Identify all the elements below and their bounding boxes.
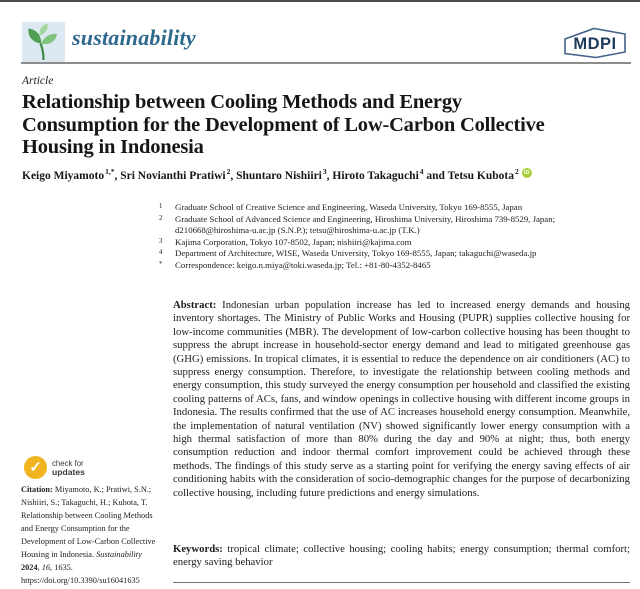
affiliation-text: Graduate School of Advanced Science and Engineering, Hiroshima University, Hiroshima 739-8529, Japan; d210668@hiroshima-u.ac.jp (S.N.P.); tetsu@hiroshima-u.ac.jp (T.K.) <box>175 213 556 236</box>
affiliation-marker: 2 <box>159 214 163 222</box>
citation-segment: Sustainability <box>96 550 142 559</box>
citation-segment: Miyamoto, K.; Pratiwi, S.N.; Nishiiri, S.; Takaguchi, H.; Kubota, T. Relationship between Cooling Methods and Energy Consumption for the Development of Low-Carbon Collective Housing in Indonesia. <box>21 485 156 559</box>
author-name: Hiroto Takaguchi <box>332 169 419 182</box>
checkmark-icon: ✓ <box>24 456 47 479</box>
affiliation-marker: 3 <box>159 237 163 245</box>
mdpi-logo[interactable] <box>558 26 632 60</box>
affiliation-text: Kajima Corporation, Tokyo 107-8502, Japan; nishiiri@kajima.com <box>175 236 412 247</box>
mdpi-book-icon <box>558 26 632 60</box>
title-line: Housing in Indonesia <box>22 136 204 158</box>
author-name: Keigo Miyamoto <box>22 169 105 182</box>
author-superscript: 2 <box>226 167 231 176</box>
seedling-icon <box>22 22 65 63</box>
author-superscript: 1,* <box>105 167 115 176</box>
affiliation-marker: * <box>159 260 163 268</box>
badge-line1: check for <box>52 458 84 468</box>
affiliation-text: Department of Architecture, WISE, Waseda University, Tokyo 169-8555, Japan; takaguchi@waseda.jp <box>175 248 537 259</box>
check-for-updates-badge[interactable] <box>24 456 85 479</box>
author-name: Shuntaro Nishiiri <box>236 169 322 182</box>
orcid-icon[interactable]: iD <box>522 168 532 178</box>
affiliation-marker: 1 <box>159 203 163 210</box>
header-divider <box>21 62 631 64</box>
title-line: Relationship between Cooling Methods and Energy <box>22 91 462 113</box>
affiliation-row <box>159 202 630 214</box>
keywords-divider <box>173 582 630 583</box>
affiliation-row <box>159 260 630 272</box>
citation-segment: , <box>37 563 42 572</box>
abstract-label: Abstract: <box>173 299 217 311</box>
keywords-text: tropical climate; collective housing; cooling habits; energy consumption; thermal comfort; energy saving behavior <box>173 543 630 569</box>
journal-name: sustainability <box>72 25 196 50</box>
doi-link[interactable]: https://doi.org/10.3390/su16041635 <box>21 576 140 585</box>
title-line: Consumption for the Development of Low-Carbon Collective <box>22 113 545 136</box>
citation-segment: Citation: <box>21 485 55 494</box>
paper-title <box>22 91 628 159</box>
affiliation-marker: 4 <box>159 249 163 257</box>
affiliation-list <box>159 202 630 272</box>
citation-segment: 2024 <box>21 563 38 572</box>
author-name: Sri Novianthi Pratiwi <box>120 169 226 182</box>
abstract <box>173 299 630 500</box>
article-type-label: Article <box>22 75 54 87</box>
citation-block <box>21 483 156 587</box>
journal-logo[interactable] <box>22 22 65 63</box>
author-list: Keigo Miyamoto$^{1,*}$, Sri Novianthi Pratiwi$^2$, Shuntaro Nishiiri$^3$, Hiroto Takaguchi$^4$ and Tetsu Kubota$^2$ iD <box>22 167 628 182</box>
badge-line2: updates <box>52 466 85 477</box>
citation-segment: 16 <box>41 563 51 572</box>
author-name: Tetsu Kubota <box>447 169 514 182</box>
author-superscript: 2 <box>514 167 519 176</box>
svg-text:MDPI: MDPI <box>573 35 617 53</box>
affiliation-row <box>159 214 630 237</box>
affiliation-text: Correspondence: keigo.n.miya@toki.waseda.jp; Tel.: +81-80-4352-8465 <box>175 259 431 270</box>
keywords-label: Keywords: <box>173 543 223 555</box>
affiliation-row <box>159 248 630 260</box>
author-superscript: 4 <box>419 167 424 176</box>
author-superscript: 3 <box>322 167 327 176</box>
abstract-text: Indonesian urban population increase has led to increased energy demands and housing inventory shortages. The Ministry of Public Works and Housing (PUPR) supplies collective housing for low-income communities (MBR). The development of low-carbon collective housing has been thought to suppress the abrupt increase in household-sector energy demand and lead to mitigated greenhouse gas (GHG) emissions. In tropical climates, it is essential to reduce the dependence on air conditioners (AC) to suppress energy consumption. Therefore, to investigate the relationship between cooling methods and energy consumption, this study surveyed the energy consumption per household and classified the existing cooling patterns of ACs, fans, and window openings in collective housing with different income groups in Indonesia. The results confirmed that the use of AC increases household energy consumption. Meanwhile, the implementation of natural ventilation (NV) showed significantly lower energy consumption with a high thermal satisfaction of more than 80% during the day and 90% at night; thus, both energy consumption reduction and indoor thermal comfort improvement could be achieved through these methods. The findings of this study serve as a starting point for verifying the energy saving effects of air conditioning habits with the consideration of socio-demographic changes for the purpose of decarbonizing collective housing, including future predictions and energy simulations. <box>173 299 631 499</box>
citation-segment: , 1635. <box>50 563 73 572</box>
affiliation-row <box>159 237 630 249</box>
affiliation-text: Graduate School of Creative Science and Engineering, Waseda University, Tokyo 169-8555, Japan <box>175 202 523 212</box>
keywords <box>173 543 630 570</box>
